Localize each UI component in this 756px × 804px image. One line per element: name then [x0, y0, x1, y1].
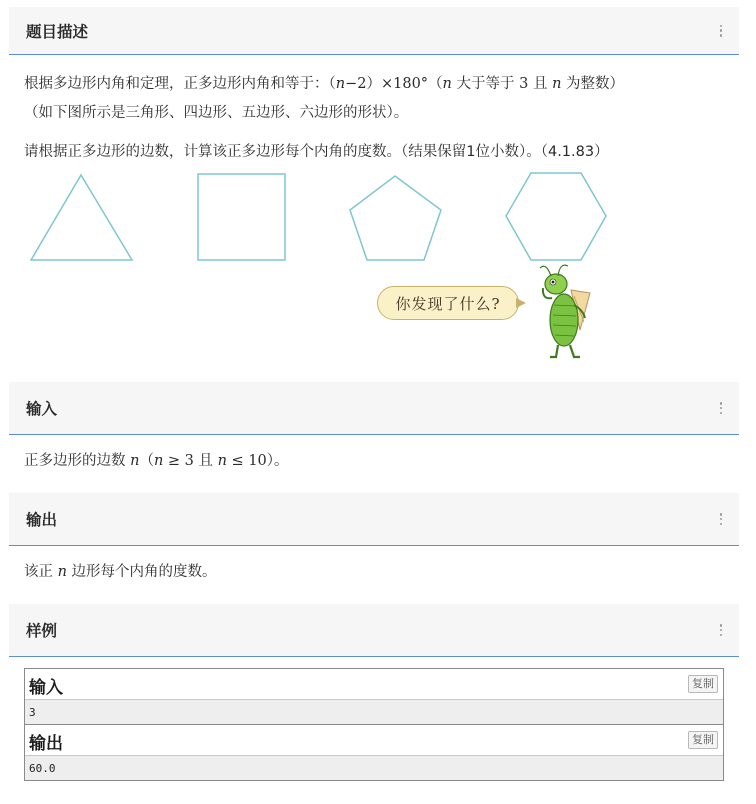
sample-title: 样例 — [26, 622, 58, 640]
speech-bubble: 你发现了什么? — [377, 286, 519, 320]
more-options-icon[interactable] — [719, 624, 723, 636]
text-segment: 大于等于 — [451, 76, 520, 92]
more-options-icon[interactable] — [719, 513, 723, 525]
triangle-shape — [31, 175, 132, 260]
text-segment: 该正 — [24, 564, 58, 580]
text-segment: 为整数） — [561, 76, 625, 92]
sample-input-value: 3 — [29, 706, 36, 719]
math-n: n — [335, 76, 346, 92]
grasshopper-mascot-icon — [540, 265, 590, 357]
sample-input-label: 输入 — [29, 678, 63, 698]
description-title: 题目描述 — [26, 22, 89, 41]
square-shape — [198, 174, 285, 260]
sample-output-row — [25, 755, 723, 780]
more-options-icon[interactable] — [719, 25, 723, 37]
math-three: 3 — [519, 76, 529, 92]
sample-output-value: 60.0 — [29, 762, 56, 775]
sample-header — [9, 604, 739, 657]
math-n: n — [217, 453, 227, 469]
math-ge-three: ≥ 3 — [163, 453, 199, 469]
hexagon-shape — [506, 173, 606, 260]
copy-output-button[interactable]: 复制 — [688, 731, 718, 749]
sample-input-row — [25, 699, 723, 725]
polygon-figures — [0, 0, 756, 380]
description-line-3: 请根据正多边形的边数，计算该正多边形每个内角的度数。（结果保留1位小数）。（4.1.83） — [24, 144, 609, 160]
text-segment: （ — [139, 453, 154, 469]
sample-table — [24, 668, 724, 781]
math-times-180: ×180° — [380, 76, 429, 92]
output-title: 输出 — [26, 511, 58, 529]
description-line-1 — [24, 73, 732, 95]
input-description — [24, 450, 732, 472]
speech-bubble-tail — [516, 298, 526, 308]
input-header — [9, 382, 739, 435]
sample-output-header — [25, 725, 723, 755]
pentagon-shape — [350, 176, 441, 260]
description-line-2: （如下图所示是三角形、四边形、五边形、六边形的形状）。 — [24, 105, 409, 121]
text-segment: 且 — [198, 453, 218, 469]
input-title: 输入 — [26, 400, 58, 418]
text-segment: ）。 — [266, 453, 289, 469]
math-n: n — [442, 76, 452, 92]
math-n: n — [552, 76, 562, 92]
math-le-ten: ≤ 10 — [226, 453, 267, 469]
sample-input-header — [25, 669, 723, 699]
math-minus-two: −2 — [345, 76, 367, 92]
text-segment: 正多边形的边数 — [24, 453, 131, 469]
more-options-icon[interactable] — [719, 402, 723, 414]
text-segment: （ — [428, 76, 443, 92]
text-segment: 边形每个内角的度数。 — [66, 564, 217, 580]
output-header — [9, 493, 739, 546]
text-segment: ） — [366, 76, 381, 92]
math-n: n — [57, 564, 67, 580]
text-segment: 且 — [528, 76, 553, 92]
output-description — [24, 561, 732, 583]
math-n: n — [153, 453, 164, 469]
sample-output-label: 输出 — [29, 734, 63, 754]
text-segment: 根据多边形内角和定理，正多边形内角和等于：（ — [24, 76, 336, 92]
math-n: n — [130, 453, 140, 469]
copy-input-button[interactable]: 复制 — [688, 675, 718, 693]
description-header — [9, 7, 739, 55]
